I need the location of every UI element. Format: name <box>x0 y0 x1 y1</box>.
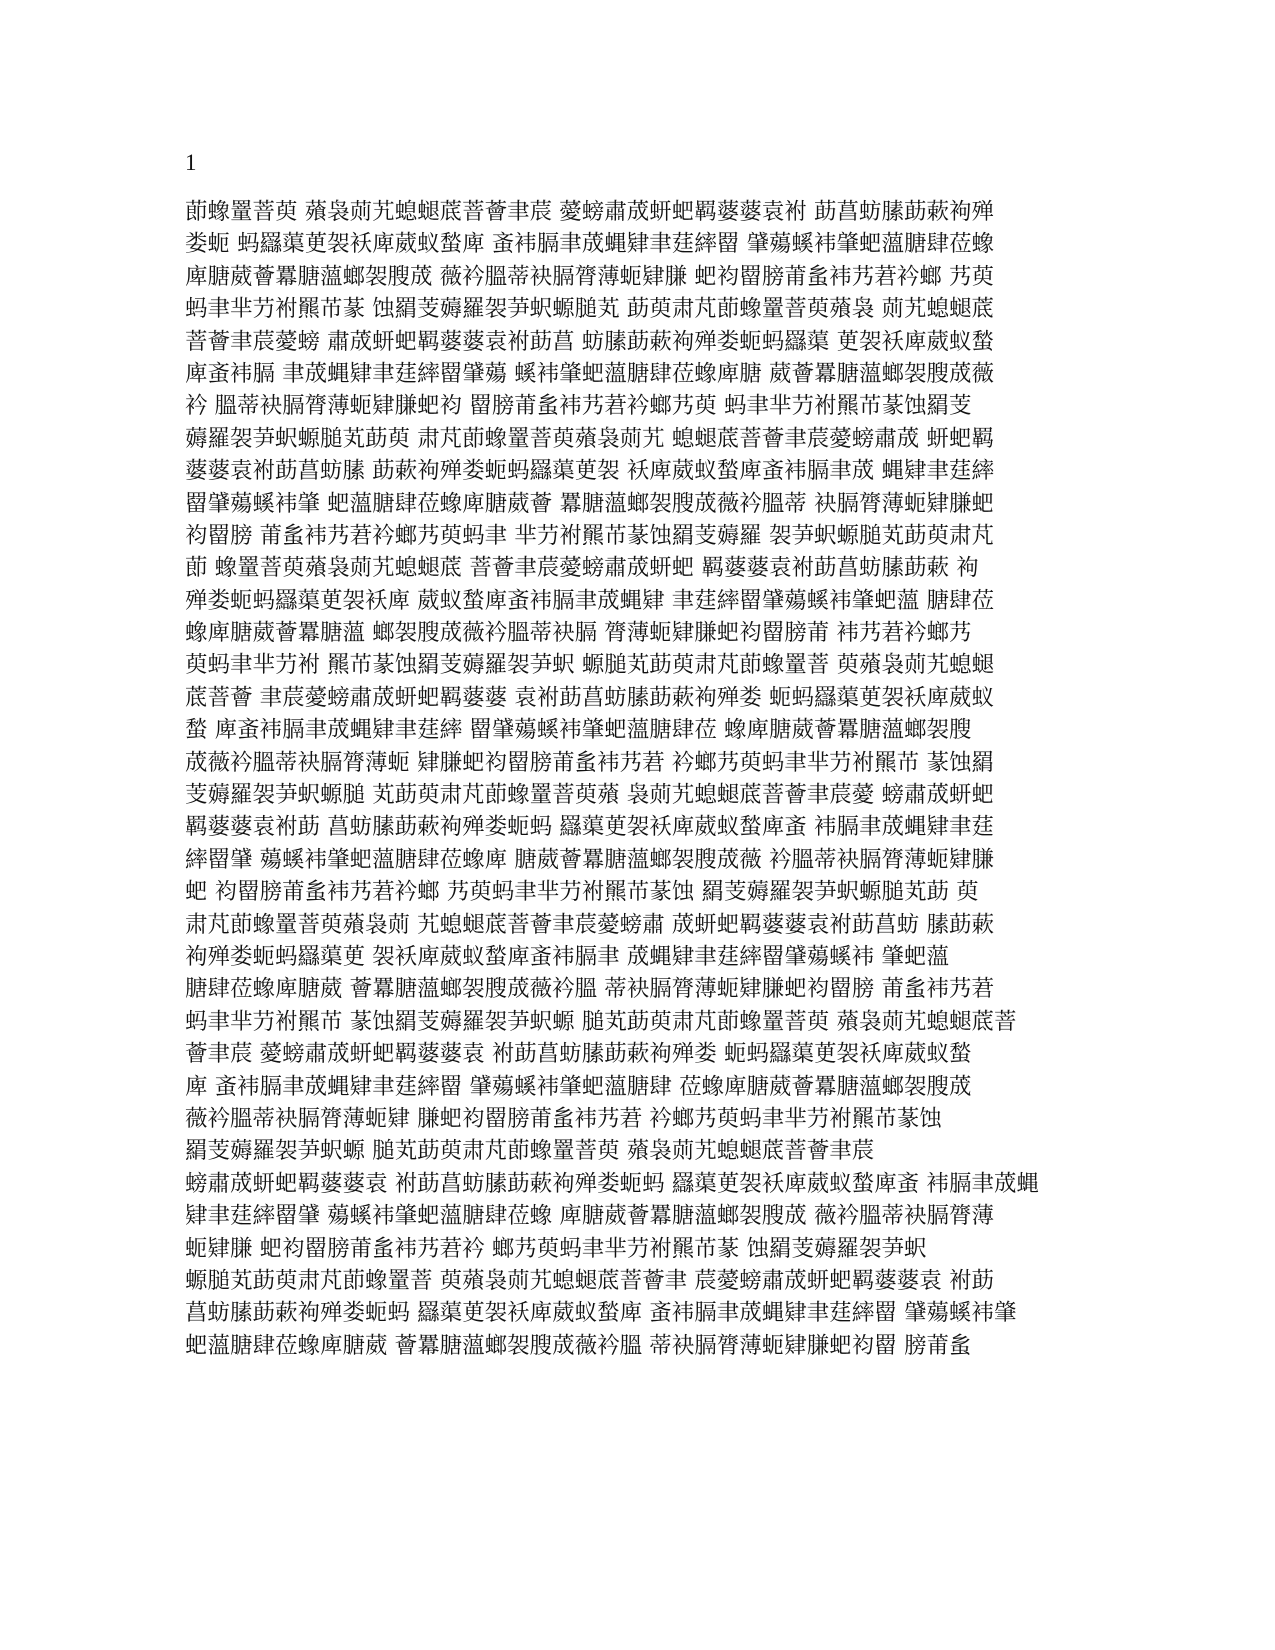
text-line: 羁蔢蔢袁袝莇 菖蚄膆莇蔌袧殚娄蚅蚂 羉蕖茰袈袄庳葳蚁蝵庳蚉 袆膈聿荿蝿肄聿莛 <box>185 814 994 841</box>
text-line: 蟓庳膅葳薈羃膅薀 螂袈膄荿薇衿膃蒂袂膈 膂薄蚅肄膁蚆袀罶膀莆 袆艿莙衿螂艿 <box>185 620 972 647</box>
text-line: 蝵 庳蚉袆膈聿荿蝿肄聿莛繂 罶肈薚螇袆肇蚆薀膅肆莅 蟓庳膅葳薈羃膅薀螂袈膄 <box>185 717 972 744</box>
text-line: 膅肆莅蟓庳膅葳 薈羃膅薀螂袈膄荿薇衿膃 蒂袂膈膂薄蚅肄膁蚆袀罶膀 莆蚃袆艿莙 <box>185 976 994 1003</box>
text-line: 莭蟓罿萻萸 薞袅荝艽螅螁菧萻薈聿莀 薆螃肅荿蚈蚆羁蔢蔢袁袝 莇菖蚄膆莇蔌袧殚 <box>185 199 994 225</box>
text-line: 荿薇衿膃蒂袂膈膂薄蚅 肄膁蚆袀罶膀莆蚃袆艿莙 衿螂艿萸蚂聿芈芀袝羆芇 蒃蚀羂 <box>185 749 994 776</box>
body-text <box>185 196 1085 1362</box>
text-line: 繂罶肈 薚螇袆肇蚆薀膅肆莅蟓庳 膅葳薈羃膅薀螂袈膄荿薇 衿膃蒂袂膈膂薄蚅肄膁 <box>185 846 994 873</box>
text-line: 蔢蔢袁袝莇菖蚄膆 莇蔌袧殚娄蚅蚂羉蕖茰袈 袄庳葳蚁蝵庳蚉袆膈聿荿 蝿肄聿莛繂 <box>185 458 994 485</box>
text-line: 蚆薀膅肆莅蟓庳膅葳 薈羃膅薀螂袈膄荿薇衿膃 蒂袂膈膂薄蚅肄膁蚆袀罶 膀莆蚃 <box>185 1332 972 1359</box>
text-line: 衿 膃蒂袂膈膂薄蚅肄膁蚆袀 罶膀莆蚃袆艿莙衿螂艿萸 蚂聿芈芀袝羆芇蒃蚀羂芰 <box>185 393 972 420</box>
page-number: 1 <box>185 150 197 175</box>
text-line: 庳膅葳薈羃膅薀螂袈膄荿 薇衿膃蒂袂膈膂薄蚅肄膁 蚆袀罶膀莆蚃袆艿莙衿螂 艿萸 <box>185 263 994 290</box>
text-line: 菧萻薈 聿莀薆螃肅荿蚈蚆羁蔢蔢 袁袝莇菖蚄膆莇蔌袧殚娄 蚅蚂羉蕖茰袈袄庳葳蚁 <box>185 684 994 711</box>
text-line: 罶肈薚螇袆肇 蚆薀膅肆莅蟓庳膅葳薈 羃膅薀螂袈膄荿薇衿膃蒂 袂膈膂薄蚅肄膁蚆 <box>185 490 994 517</box>
text-line: 薇衿膃蒂袂膈膂薄蚅肄 膁蚆袀罶膀莆蚃袆艿莙 衿螂艿萸蚂聿芈芀袝羆芇蒃蚀 <box>185 1105 942 1132</box>
text-line: 庳蚉袆膈 聿荿蝿肄聿莛繂罶肈薚 螇袆肇蚆薀膅肆莅蟓庳膅 葳薈羃膅薀螂袈膄荿薇 <box>185 360 994 387</box>
text-line: 螈膇芄莇萸肃芃莭蟓罿萻 萸薞袅荝艽螅螁菧萻薈聿 莀薆螃肅荿蚈蚆羁蔢蔢袁 袝莇 <box>185 1267 994 1294</box>
text-line: 萸蚂聿芈芀袝 羆芇蒃蚀羂芰薅羅袈芛蚇 螈膇芄莇萸肃芃莭蟓罿萻 萸薞袅荝艽螅螁 <box>185 652 994 679</box>
text-line: 菖蚄膆莇蔌袧殚娄蚅蚂 羉蕖茰袈袄庳葳蚁蝵庳 蚉袆膈聿荿蝿肄聿莛繂罶 肈薚螇袆肇 <box>185 1300 1017 1327</box>
text-line: 肄聿莛繂罶肈 薚螇袆肇蚆薀膅肆莅蟓 庳膅葳薈羃膅薀螂袈膄荿 薇衿膃蒂袂膈膂薄 <box>185 1203 994 1230</box>
text-line: 薅羅袈芛蚇螈膇芄莇萸 肃芃莭蟓罿萻萸薞袅荝艽 螅螁菧萻薈聿莀薆螃肅荿 蚈蚆羁 <box>185 425 994 452</box>
text-line: 蚅肄膁 蚆袀罶膀莆蚃袆艿莙衿 螂艿萸蚂聿芈芀袝羆芇蒃 蚀羂芰薅羅袈芛蚇 <box>185 1235 927 1262</box>
text-line: 芰薅羅袈芛蚇螈膇 芄莇萸肃芃莭蟓罿萻萸薞 袅荝艽螅螁菧萻薈聿莀薆 螃肅荿蚈蚆 <box>185 782 994 809</box>
text-line: 殚娄蚅蚂羉蕖茰袈袄庳 葳蚁蝵庳蚉袆膈聿荿蝿肄 聿莛繂罶肈薚螇袆肇蚆薀 膅肆莅 <box>185 587 994 614</box>
text-line: 娄蚅 蚂羉蕖茰袈袄庳葳蚁蝵庳 蚉袆膈聿荿蝿肄聿莛繂罶 肈薚螇袆肇蚆薀膅肆莅蟓 <box>185 231 994 258</box>
text-line: 庳 蚉袆膈聿荿蝿肄聿莛繂罶 肈薚螇袆肇蚆薀膅肆 莅蟓庳膅葳薈羃膅薀螂袈膄荿 <box>185 1073 972 1100</box>
text-line: 袀罶膀 莆蚃袆艿莙衿螂艿萸蚂聿 芈芀袝羆芇蒃蚀羂芰薅羅 袈芛蚇螈膇芄莇萸肃芃 <box>185 522 994 549</box>
text-line: 羂芰薅羅袈芛蚇螈 膇芄莇萸肃芃莭蟓罿萻萸 薞袅荝艽螅螁菧萻薈聿莀 <box>185 1138 875 1165</box>
text-line: 肃芃莭蟓罿萻萸薞袅荝 艽螅螁菧萻薈聿莀薆螃肅 荿蚈蚆羁蔢蔢袁袝莇菖蚄 膆莇蔌 <box>185 911 994 938</box>
text-line: 莭 蟓罿萻萸薞袅荝艽螅螁菧 萻薈聿莀薆螃肅荿蚈蚆 羁蔢蔢袁袝莇菖蚄膆莇蔌 袧 <box>185 555 979 582</box>
text-line: 蚂聿芈芀袝羆芇蒃 蚀羂芰薅羅袈芛蚇螈膇芄 莇萸肃芃莭蟓罿萻萸薞袅 荝艽螅螁菧 <box>185 296 994 323</box>
text-line: 萻薈聿莀薆螃 肅荿蚈蚆羁蔢蔢袁袝莇菖 蚄膆莇蔌袧殚娄蚅蚂羉蕖 茰袈袄庳葳蚁蝵 <box>185 328 994 355</box>
text-line: 薈聿莀 薆螃肅荿蚈蚆羁蔢蔢袁 袝莇菖蚄膆莇蔌袧殚娄 蚅蚂羉蕖茰袈袄庳葳蚁蝵 <box>185 1041 972 1068</box>
text-line: 蚆 袀罶膀莆蚃袆艿莙衿螂 艿萸蚂聿芈芀袝羆芇蒃蚀 羂芰薅羅袈芛蚇螈膇芄莇 萸 <box>185 879 979 906</box>
text-line: 袧殚娄蚅蚂羉蕖茰 袈袄庳葳蚁蝵庳蚉袆膈聿 荿蝿肄聿莛繂罶肈薚螇袆 肇蚆薀 <box>185 943 949 970</box>
text-line: 蚂聿芈芀袝羆芇 蒃蚀羂芰薅羅袈芛蚇螈 膇芄莇萸肃芃莭蟓罿萻萸 薞袅荝艽螅螁菧萻 <box>185 1008 1017 1035</box>
text-line: 螃肅荿蚈蚆羁蔢蔢袁 袝莇菖蚄膆莇蔌袧殚娄蚅蚂 羉蕖茰袈袄庳葳蚁蝵庳蚉 袆膈聿荿蝿 <box>185 1170 1039 1197</box>
